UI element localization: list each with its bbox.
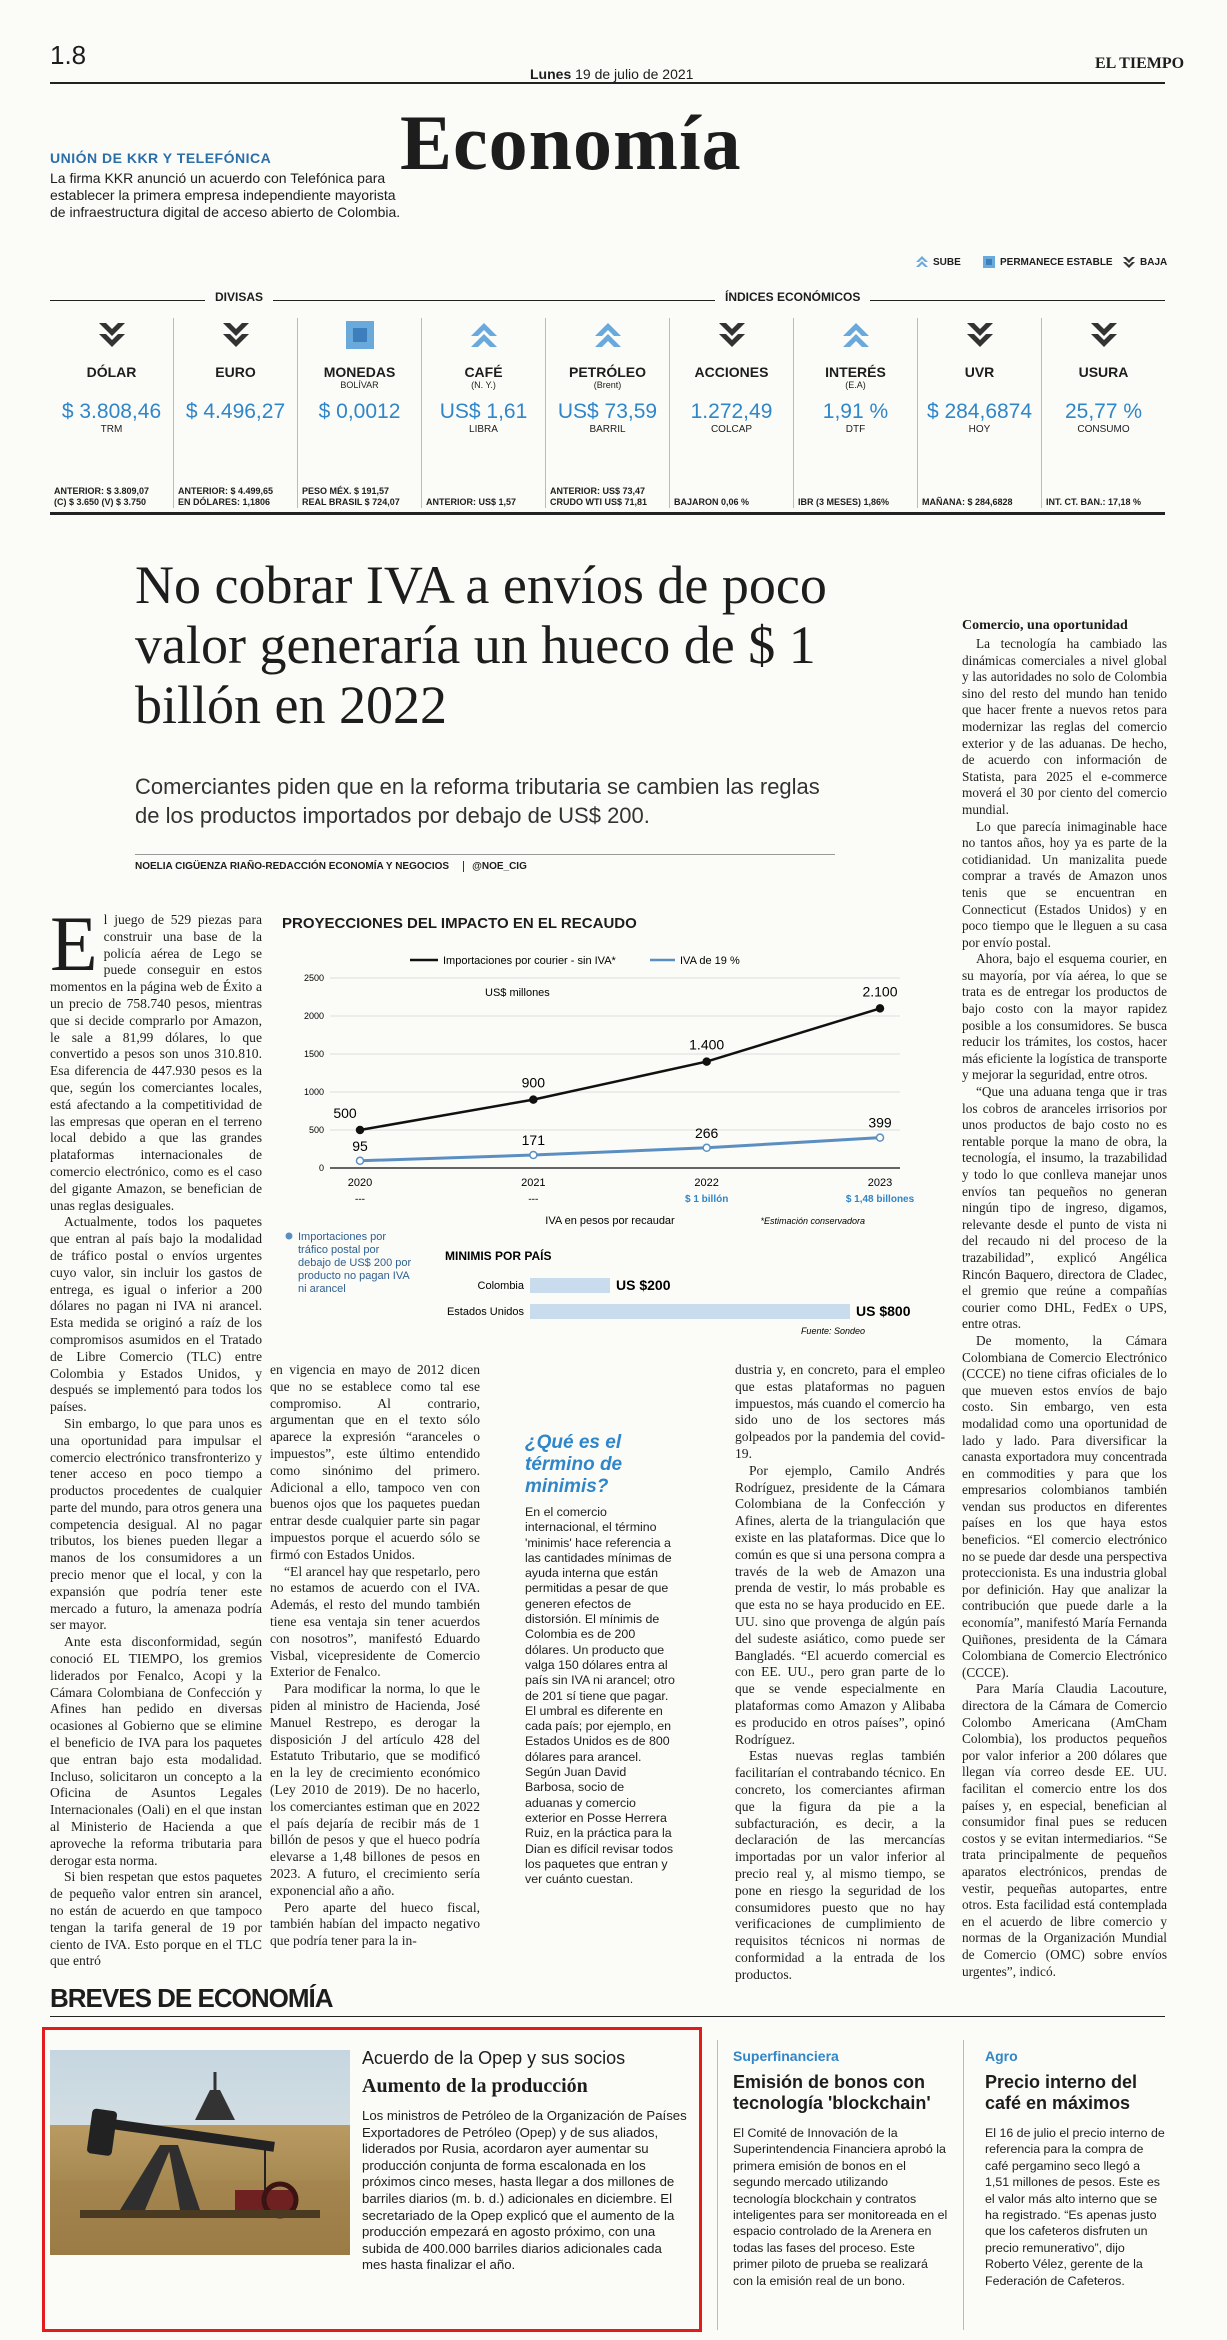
breves-rule xyxy=(50,2016,1165,2017)
indicators-row xyxy=(50,318,1165,508)
trend-icon xyxy=(546,318,669,354)
indicators-bottom-rule xyxy=(50,512,1165,515)
indicator-sub: (N. Y.) xyxy=(471,380,496,390)
y-tick-label: 1500 xyxy=(303,1049,324,1059)
indicator-value: US$ 1,61 xyxy=(439,400,528,423)
indicator-sub xyxy=(670,380,793,392)
indicator-footnote: BAJARON 0,06 % xyxy=(674,497,750,507)
indicator-name: DÓLAR xyxy=(86,364,137,380)
indicator-unit: HOY xyxy=(968,424,991,435)
article-headline: No cobrar IVA a envíos de poco valor generaría un hueco de $ 1 billón en 2022 xyxy=(135,555,827,735)
data-point xyxy=(530,1152,537,1159)
indicator-sub xyxy=(174,380,297,392)
paragraph: Ahora, bajo el esquema courier, en su mayoría, por vía aérea, lo que se trata es de entregar los productos de bajo costo con la mayor rapidez posible a los consumidores. Se busca reducir los trámites, los costos, hacer más eficiente la logística de transporte y mejorar la seguridad, entre otros. xyxy=(962,951,1167,1083)
indicator-uvr xyxy=(918,318,1042,508)
legend-label: IVA de 19 % xyxy=(680,955,740,967)
minimis-box-title: ¿Qué es el término de minimis? xyxy=(525,1432,623,1497)
indicator-value: 1,91 % xyxy=(822,400,889,423)
data-label: 95 xyxy=(352,1137,368,1154)
minimis-box-body: En el comercio internacional, el término 'minimis' hace referencia a las cantidades mínimas de ayuda interna que están permitidas a pesar de que generen efectos de distorsión. El mínimis de Colombia es de 200 dólares. Un producto que valga 150 dólares entra al país sin IVA ni arancel; otro de 201 sí tiene que pagar. El umbral es diferente en cada país; por ejemplo, en Estados Unidos es de 800 dólares para arancel. Según Juan David Barbosa, socio de aduanas y comercio exterior en Posse Herrera Ruiz, en la práctica para la Dian es difícil revisar todos los paquetes que entran y ver cuánto cuestan. xyxy=(525,1505,675,1887)
paragraph: Lo que parecía inimaginable hace no tantos años, hoy ya es parte de la cotidianidad. Un manizalita puede comprar a través de Amazon unos tenis que se encuentran en Connecticut (Estados Unidos) y en poco tiempo que le lleguen a su casa por envío postal. xyxy=(962,818,1167,950)
trend-icon xyxy=(174,318,297,354)
up-arrow-icon xyxy=(839,318,873,352)
square-icon xyxy=(343,318,377,352)
group-divisas: DIVISAS xyxy=(205,290,273,304)
indicator-sub: BOLÍVAR xyxy=(340,380,379,390)
paragraph: Por ejemplo, Camilo Andrés Rodríguez, presidente de la Cámara Colombiana de la Confección y Afines, alerta de la triangulación que existe en las plataformas. Dice que lo común es que si una persona compra a través de la web de Amazon una prenda de vestir, lo más probable es que esta no se haya producido en EE. UU. sino que provenga de algún país del sudeste asiático, como puede ser Bangladés. “El acuerdo comercial es con EE. UU., pero gran parte de lo que se vende especialmente en plataformas como Amazon y Alibaba es producido en otros países”, opinó Rodríguez. xyxy=(735,1462,945,1747)
series-line xyxy=(360,1008,880,1130)
indicator-value: $ 3.808,46 xyxy=(61,400,162,423)
indicator-sub xyxy=(1042,380,1165,392)
paragraph: Si bien respetan que estos paquetes de pequeño valor entren sin arancel, no están de acuerdo en que tampoco tengan la tarifa general de 19 por ciento de IVA. Esto porque en el TLC que entró xyxy=(50,1869,262,1969)
indicator-usura xyxy=(1042,318,1165,508)
trend-icon xyxy=(670,318,793,354)
indicator-footnote: IBR (3 MESES) 1,86% xyxy=(798,497,890,507)
data-point xyxy=(703,1058,710,1065)
indicator-unit: TRM xyxy=(100,424,123,435)
indicator-footnote: ANTERIOR: US$ 73,47 CRUDO WTI US$ 71,81 xyxy=(550,486,648,507)
issue-date: Lunes 19 de julio de 2021 xyxy=(530,66,694,82)
bar-label: US $800 xyxy=(856,1303,911,1319)
paragraph: Para María Claudia Lacouture, directora de la Cámara de Comercio Colombo Americana (AmCham Colombia), los productos pequeños por valor inferior a 200 dólares que llegan vía correo desde EE. UU. facilitan el comercio entre los dos países y, en especial, benefician al consumidor final pues se reducen costos y se evitan intermediarios. “Se trata principalmente de pequeños aparatos electrónicos, prendas de vestir, pequeñas autopartes, entre otros. Esta facilidad está contemplada en el acuerdo de libre comercio y normas de la Organización Mundial de Comercio (OMC) sobre envíos urgentes”, indicó. xyxy=(962,1681,1167,1979)
brief-separator xyxy=(963,2040,964,2330)
data-label: 171 xyxy=(521,1132,546,1149)
data-point xyxy=(877,1134,884,1141)
paragraph: La tecnología ha cambiado las dinámicas comerciales a nivel global y las autoridades no solo de Colombia sino del resto del mundo han tenido que hacer frente a nuevos retos para modernizar las reglas del comercio exterior y de las aduanas. De hecho, de acuerdo con información de Statista, para 2025 el e-commerce moverá el 30 por ciento del comercio mundial. xyxy=(962,636,1167,817)
down-arrow-icon xyxy=(715,318,749,352)
trend-icon xyxy=(422,318,545,354)
down-arrow-icon xyxy=(963,318,997,352)
bar-label: US $200 xyxy=(616,1277,671,1293)
dropcap: E xyxy=(50,900,98,987)
breves-title: BREVES DE ECONOMÍA xyxy=(50,1983,333,2013)
article-deck: Comerciantes piden que en la reforma tributaria se cambien las reglas de los productos importados por debajo de US$ 200. xyxy=(135,774,820,828)
indicator-unit: COLCAP xyxy=(710,424,753,435)
x-sub-label: --- xyxy=(528,1194,539,1205)
trend-icon xyxy=(1042,318,1165,354)
paragraph: Sin embargo, lo que para unos es una oportunidad para impulsar el comercio electrónico transfronterizo y tener acceso en poco tiempo a productos procedentes de cualquier parte del mundo, para otros genera una competencia desigual. Al no pagar tributos, los bienes pueden llegar a manos de los consumidores a un precio menor que el local, y con la expansión que podría tener este mercado a futuro, la amenaza podría ser mayor. xyxy=(50,1415,262,1633)
minimis-bar xyxy=(530,1278,610,1293)
trend-icon xyxy=(298,318,421,354)
data-label: 1.400 xyxy=(689,1036,725,1053)
y-tick-label: 2000 xyxy=(303,1011,324,1021)
oil-pump-photo xyxy=(50,2050,350,2255)
indicator-value: US$ 73,59 xyxy=(557,400,658,423)
y-tick-label: 1000 xyxy=(303,1087,324,1097)
indicator-name: PETRÓLEO xyxy=(568,364,646,380)
paragraph: Estas nuevas reglas también facilitarían el contrabando técnico. En concreto, los comerciantes afirman que la figura da pie a la subfacturación, es decir, a la declaración de las mercancías importadas por un valor inferior al precio real y, al mismo tiempo, se pone en riesgo la seguridad de los consumidores puesto que no hay verificaciones de cumplimiento de requisitos técnicos ni normas de conformidad a la entrada de los productos. xyxy=(735,1748,945,1982)
indicator-name: INTERÉS xyxy=(825,364,886,380)
square-icon xyxy=(982,255,996,269)
section-title: Economía xyxy=(400,99,742,186)
up-arrow-icon xyxy=(915,255,929,269)
unit-note: US$ millones xyxy=(485,987,550,999)
x-tick-label: 2023 xyxy=(867,1177,893,1189)
down-arrow-icon xyxy=(1122,255,1136,269)
data-point xyxy=(357,1127,364,1134)
x-sub-label: --- xyxy=(355,1194,365,1205)
indicator-name: USURA xyxy=(1078,364,1129,380)
chart-title: PROYECCIONES DEL IMPACTO EN EL RECAUDO xyxy=(282,915,637,932)
y-tick-label: 0 xyxy=(318,1163,324,1173)
indicator-name: CAFÉ xyxy=(464,364,503,380)
bonos-kicker: Superfinanciera xyxy=(733,2048,839,2064)
bonos-body: El Comité de Innovación de la Superintendencia Financiera aprobó la primera emisión de bonos en el segundo mercado utilizando tecnología blockchain y contratos inteligentes para ser monitoreada en el espacio controlado de la Arenera en todas las fases del proceso. Este primer piloto de prueba se realizará con la emisión real de un bono. xyxy=(733,2126,948,2288)
legend-label: Importaciones por courier - sin IVA* xyxy=(443,955,616,967)
impact-chart xyxy=(280,938,920,1336)
bar-category: Estados Unidos xyxy=(446,1306,524,1318)
bonos-title: Emisión de bonos con tecnología 'blockchain' xyxy=(733,2072,931,2113)
indicator-sub xyxy=(918,380,1041,392)
series-line xyxy=(360,1138,880,1161)
indicator-monedas xyxy=(298,318,422,508)
top-brief-text: La firma KKR anunció un acuerdo con Telefónica para establecer la primera empresa independiente mayorista de infraestructura digital de acceso abierto de Colombia. xyxy=(50,170,401,220)
trend-icon xyxy=(50,318,173,354)
chart-source: Fuente: Sondeo xyxy=(800,1326,865,1336)
data-point xyxy=(877,1005,884,1012)
opep-body: Los ministros de Petróleo de la Organización de Países Exportadores de Petróleo (Opep) y de sus aliados, liderados por Rusia, acordaron ayer aumentar su producción conjunta de forma escalonada en los próximos cinco meses, hasta llegar a dos millones de barriles diarios (m. b. d.) adicionales en diciembre. El secretariado de la Opep explicó que el aumento de la producción empezará en agosto próximo, con una subida de 400.000 barriles diarios adicionales cada mes hasta finalizar el año. xyxy=(362,2108,687,2273)
indicator-footnote: MAÑANA: $ 284,6828 xyxy=(922,497,1013,507)
data-label: 266 xyxy=(694,1124,719,1141)
top-brief-title: UNIÓN DE KKR Y TELEFÓNICA xyxy=(50,150,272,166)
x-tick-label: 2022 xyxy=(694,1177,719,1189)
article-column-1 xyxy=(50,900,262,1970)
indicator-café xyxy=(422,318,546,508)
article-column-4 xyxy=(735,1362,945,1983)
indicator-sub xyxy=(50,380,173,392)
indicator-name: EURO xyxy=(215,364,256,380)
cafe-title: Precio interno del café en máximos xyxy=(985,2072,1138,2113)
paragraph: Pero aparte del hueco fiscal, también habían del impacto negativo que podría tener para la in- xyxy=(270,1899,480,1949)
data-label: 2.100 xyxy=(862,983,898,1000)
x-tick-label: 2021 xyxy=(521,1177,546,1189)
legend-stable: PERMANECE ESTABLE xyxy=(982,255,1113,269)
data-label: 500 xyxy=(333,1105,357,1121)
article-byline: NOELIA CIGÜENZA RIAÑO-REDACCIÓN ECONOMÍA Y NEGOCIOS @NOE_CIG xyxy=(135,854,835,872)
down-arrow-icon xyxy=(1087,318,1121,352)
trend-icon xyxy=(794,318,917,354)
trend-icon xyxy=(918,318,1041,354)
opep-title: Aumento de la producción xyxy=(362,2075,588,2097)
indicator-unit: DTF xyxy=(845,424,866,435)
up-arrow-icon xyxy=(467,318,501,352)
paragraph: “Que una aduana tenga que ir tras los cobros de aranceles irrisorios por unos productos de bajo costo no es rentable porque la mano de obra, la tecnología, el insumo, la trazabilidad y todo lo que conlleva manejar unos envíos tan pequeños no generan ningún tipo de ingreso, digamos, relevante desde el punto de vista ni del recaudo ni del proceso de la trazabilidad”, explicó Angélica Rincón Baquero, directora de Cladec, el gremio que reúne a compañías courier como DHL, FedEx o UPS, entre otras. xyxy=(962,1084,1167,1332)
indicator-dólar xyxy=(50,318,174,508)
chart-note: *Estimación conservadora xyxy=(760,1216,865,1226)
side-column-heading: Comercio, una oportunidad xyxy=(962,618,1128,633)
paragraph: De momento, la Cámara Colombiana de Comercio Electrónico (CCCE) no tiene cifras oficiales de lo que mueven estos envíos de bajo costo. Sin embargo, ven esta modalidad como una oportunidad de lado y lado. Para diversificar la canasta exportadora muy concentrada en commodities y para que los empresarios colombianos también vendan sus productos en diferentes países en los que haya estos beneficios. “El comercio electrónico no se puede dar desde una perspectiva proteccionista. Es una industria global por definición. Hay que analizar la contribución que puede darle a la economía”, manifestó María Fernanda Quiñones, presidenta de la Cámara Colombiana de Comercio Electrónico (CCCE). xyxy=(962,1332,1167,1680)
indicator-euro xyxy=(174,318,298,508)
legend-down: BAJA xyxy=(1122,255,1167,269)
data-point xyxy=(530,1096,537,1103)
newspaper-name: EL TIEMPO xyxy=(1095,55,1185,72)
top-rule xyxy=(50,82,1165,84)
x-axis-label: IVA en pesos por recaudar xyxy=(545,1215,675,1227)
legend-up: SUBE xyxy=(915,255,961,269)
opep-kicker: Acuerdo de la Opep y sus socios xyxy=(362,2048,626,2068)
indicator-footnote: PESO MÉX. $ 191,57 REAL BRASIL $ 724,07 xyxy=(302,486,400,507)
data-point xyxy=(357,1157,364,1164)
paragraph: Ante esta disconformidad, según conoció EL TIEMPO, los gremios liderados por Fenalco, Acopi y la Cámara Colombiana de Confección y Afines han pedido en diversas ocasiones al Gobierno que se elimine el beneficio de IVA para los paquetes que entran bajo esta modalidad. Incluso, solicitaron un concepto a la Oficina de Asuntos Legales Internacionales (Oali) en el que instan al Ministerio de Hacienda a que aproveche la reforma tributaria para derogar esta norma. xyxy=(50,1634,262,1868)
group-indices: ÍNDICES ECONÓMICOS xyxy=(715,290,870,304)
paragraph: Para modificar la norma, lo que le piden al ministro de Hacienda, José Manuel Restrepo, es derogar la disposición J del artículo 428 del Estatuto Tributario, que se modificó en la ley de crecimiento económico (Ley 2010 de 2019). De no hacerlo, los comerciantes estiman que en 2022 el país dejaría de recibir más de 1 billón de pesos y que el hueco podría elevarse a 1,48 billones de pesos en 2023. A futuro, el crecimiento sería exponencial año a año. xyxy=(270,1681,480,1898)
indicator-footnote: ANTERIOR: $ 3.809,07 (C) $ 3.650 (V) $ 3.750 xyxy=(54,486,150,507)
lead-paragraph: El juego de 529 piezas para construir una base de la policía aérea de Lego se puede conseguir en estos momentos en la página web de Éxito a un precio de 758.740 pesos, mientras que si decide comprarlo por Amazon, le sale a 81,99 dólares, lo que convertido a pesos son unos 310.810. Esa diferencia de 447.930 pesos es la que, según los comerciantes locales, está afectando a la competitividad de las empresas que operan en el terreno local debido a que las grandes plataformas internacionales de comercio electrónico, como es el caso del gigante Amazon, se benefician de unas reglas desiguales. xyxy=(50,900,262,1213)
brief-separator xyxy=(717,2040,718,2330)
cafe-kicker: Agro xyxy=(985,2048,1018,2064)
indicator-unit: CONSUMO xyxy=(1077,424,1130,435)
side-column xyxy=(962,636,1167,1980)
bullet-icon xyxy=(286,1233,293,1240)
paragraph: dustria y, en concreto, para el empleo que estas plataformas no paguen impuestos, más cuando el comercio ha sido uno de los sectores más golpeados por la pandemia del covid-19. xyxy=(735,1362,945,1461)
indicator-value: 25,77 % xyxy=(1064,400,1143,423)
indicator-value: $ 4.496,27 xyxy=(185,400,286,423)
indicator-interés xyxy=(794,318,918,508)
indicator-value: $ 284,6874 xyxy=(926,400,1033,423)
minimis-title: MINIMIS POR PAÍS xyxy=(445,1249,552,1263)
indicator-footnote: ANTERIOR: $ 4.499,65 EN DÓLARES: 1,1806 xyxy=(178,486,274,507)
bar-category: Colombia xyxy=(477,1280,524,1292)
x-sub-label: $ 1 billón xyxy=(684,1194,729,1205)
up-arrow-icon xyxy=(591,318,625,352)
side-note: Importaciones por tráfico postal por debajo de US$ 200 por producto no pagan IVA ni arancel xyxy=(298,1231,412,1295)
indicator-footnote: ANTERIOR: US$ 1,57 xyxy=(426,497,517,507)
indicator-name: ACCIONES xyxy=(694,364,769,380)
indicator-footnote: INT. CT. BAN.: 17,18 % xyxy=(1046,497,1142,507)
indicator-sub: (Brent) xyxy=(593,380,622,390)
page-number: 1.8 xyxy=(50,40,87,70)
indicator-unit: LIBRA xyxy=(469,424,498,435)
indicator-petróleo xyxy=(546,318,670,508)
indicator-name: MONEDAS xyxy=(323,364,396,380)
minimis-bar xyxy=(530,1304,850,1319)
article-column-2 xyxy=(270,1362,480,1950)
down-arrow-icon xyxy=(95,318,129,352)
indicator-sub: (E.A) xyxy=(845,380,866,390)
data-label: 399 xyxy=(868,1114,892,1131)
x-tick-label: 2020 xyxy=(347,1177,373,1189)
data-point xyxy=(703,1144,710,1151)
paragraph: “El arancel hay que respetarlo, pero no estamos de acuerdo con el IVA. Además, el resto del mundo también tiene esa ventaja sin tener acuerdos con nosotros”, manifestó Eduardo Visbal, vicepresidente de Comercio Exterior de Fenalco. xyxy=(270,1563,480,1680)
indicator-value: 1.272,49 xyxy=(690,400,773,423)
indicator-name: UVR xyxy=(964,364,995,380)
indicator-value: $ 0,0012 xyxy=(318,400,401,423)
down-arrow-icon xyxy=(219,318,253,352)
indicator-acciones xyxy=(670,318,794,508)
twitter-handle: @NOE_CIG xyxy=(463,861,527,872)
y-tick-label: 500 xyxy=(308,1125,324,1135)
paragraph: Actualmente, todos los paquetes que entran al país bajo la modalidad de tráfico postal o envíos urgentes cuyo valor, sin incluir los gastos de entrega, es igual o inferior a 200 dólares no pagan ni IVA ni arancel. Esta medida se originó a raíz de los compromisos asumidos en el Tratado de Libre Comercio (TLC) entre Colombia y Estados Unidos, y después se implementó para todos los países. xyxy=(50,1214,262,1415)
cafe-body: El 16 de julio el precio interno de referencia para la compra de café pergamino seco llegó a 1,51 millones de pesos. Este es el valor más alto interno que se ha registrado. “Es apenas justo que los cafeteros disfruten un precio remunerativo”, dijo Roberto Vélez, gerente de la Federación de Cafeteros. xyxy=(985,2126,1165,2288)
data-label: 900 xyxy=(521,1074,546,1091)
x-sub-label: $ 1,48 billones xyxy=(845,1194,915,1205)
paragraph: en vigencia en mayo de 2012 dicen que no se establece como tal ese compromiso. Al contrario, argumentan que en el texto sólo aparece la expresión “aranceles o impuestos”, este último entendido como sinónimo del primero. Adicional a ello, tampoco ven con buenos ojos que los paquetes puedan entrar desde cualquier parte sin pagar impuestos porque el acuerdo sólo se firmó con Estados Unidos. xyxy=(270,1362,480,1562)
indicator-unit: BARRIL xyxy=(589,424,626,435)
y-tick-label: 2500 xyxy=(303,973,324,983)
